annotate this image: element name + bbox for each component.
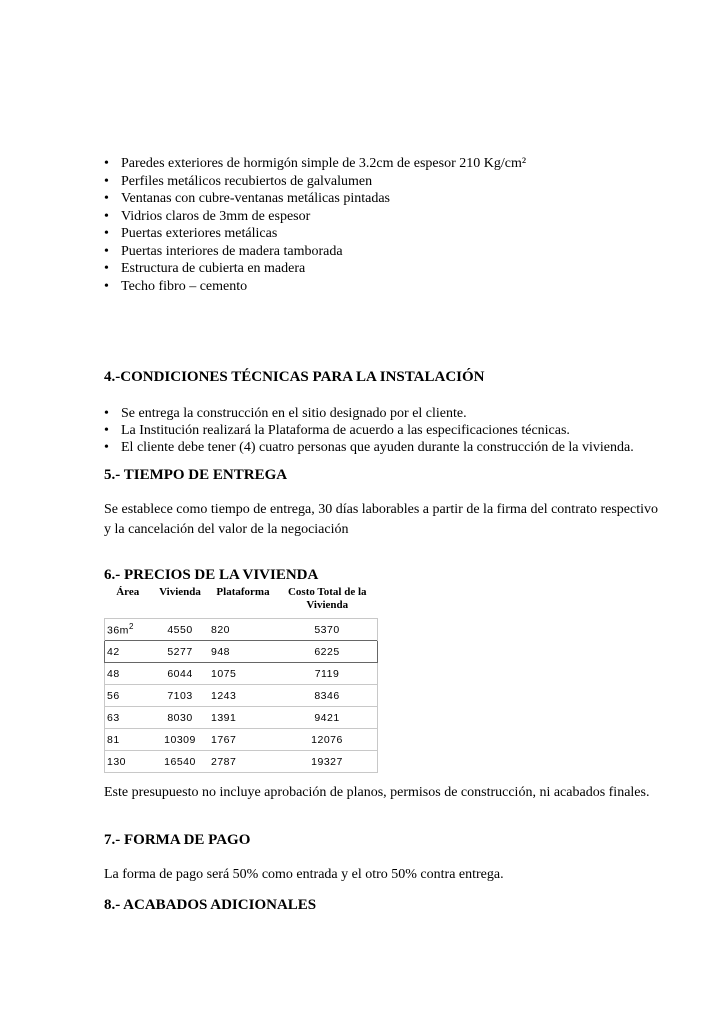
cell-costo-total: 8346	[277, 685, 378, 707]
table-row	[105, 729, 378, 751]
table-row	[105, 663, 378, 685]
cell-costo-total: 9421	[277, 707, 378, 729]
cell-costo-total: 6225	[277, 641, 378, 663]
list-item: • Paredes exteriores de hormigón simple de 3.2cm de espesor 210 Kg/cm²	[104, 155, 526, 173]
column-header-area: Área	[116, 586, 140, 598]
cell-vivienda: 5277	[151, 641, 209, 663]
cell-costo-total: 7119	[277, 663, 378, 685]
payment-paragraph: La forma de pago será 50% como entrada y el otro 50% contra entrega.	[104, 867, 504, 882]
section-7-heading: 7.- FORMA DE PAGO	[104, 832, 251, 848]
cell-vivienda: 10309	[151, 729, 209, 751]
cell-plataforma: 820	[209, 619, 277, 641]
cell-vivienda: 8030	[151, 707, 209, 729]
table-row	[105, 707, 378, 729]
table-row	[105, 685, 378, 707]
cell-area: 48	[105, 663, 152, 685]
cell-plataforma: 948	[209, 641, 277, 663]
cell-plataforma: 1243	[209, 685, 277, 707]
installation-conditions-list	[104, 405, 634, 456]
cell-plataforma: 2787	[209, 751, 277, 773]
table-row	[105, 751, 378, 773]
list-item: • Vidrios claros de 3mm de espesor	[104, 208, 526, 226]
materials-list	[104, 155, 526, 295]
cell-vivienda: 7103	[151, 685, 209, 707]
cell-costo-total: 19327	[277, 751, 378, 773]
list-item: • Perfiles metálicos recubiertos de galvalumen	[104, 173, 526, 191]
column-header-plataforma: Plataforma	[216, 586, 270, 598]
cell-plataforma: 1391	[209, 707, 277, 729]
budget-note-paragraph: Este presupuesto no incluye aprobación de planos, permisos de construcción, ni acabados finales.	[104, 785, 650, 800]
section-8-heading: 8.- ACABADOS ADICIONALES	[104, 897, 317, 913]
cell-area: 42	[105, 641, 152, 663]
list-item: • Puertas exteriores metálicas	[104, 225, 526, 243]
price-table	[104, 584, 378, 773]
list-item: • La Institución realizará la Plataforma de acuerdo a las especificaciones técnicas.	[104, 422, 634, 439]
cell-area: 63	[105, 707, 152, 729]
cell-costo-total: 5370	[277, 619, 378, 641]
list-item: • Estructura de cubierta en madera	[104, 260, 526, 278]
section-6-heading: 6.- PRECIOS DE LA VIVIENDA	[104, 567, 319, 583]
cell-area: 81	[105, 729, 152, 751]
cell-vivienda: 6044	[151, 663, 209, 685]
delivery-time-paragraph: Se establece como tiempo de entrega, 30 días laborables a partir de la firma del contrato respectivo y la cancelación del valor de la negociación	[104, 502, 658, 537]
list-item: • Ventanas con cubre-ventanas metálicas pintadas	[104, 190, 526, 208]
table-row	[105, 641, 378, 663]
cell-vivienda: 4550	[151, 619, 209, 641]
list-item: • Puertas interiores de madera tamborada	[104, 243, 526, 261]
cell-plataforma: 1767	[209, 729, 277, 751]
column-header-vivienda: Vivienda	[159, 586, 201, 598]
section-4-heading: 4.-CONDICIONES TÉCNICAS PARA LA INSTALACIÓN	[104, 369, 485, 385]
cell-plataforma: 1075	[209, 663, 277, 685]
cell-area: 56	[105, 685, 152, 707]
cell-costo-total: 12076	[277, 729, 378, 751]
table-row	[105, 619, 378, 641]
cell-vivienda: 16540	[151, 751, 209, 773]
column-header-costo-total: Costo Total de la Vivienda	[287, 586, 367, 611]
list-item: • Techo fibro – cemento	[104, 278, 526, 296]
list-item: • El cliente debe tener (4) cuatro personas que ayuden durante la construcción de la vivienda.	[104, 439, 634, 456]
section-5-heading: 5.- TIEMPO DE ENTREGA	[104, 467, 288, 483]
list-item: • Se entrega la construcción en el sitio designado por el cliente.	[104, 405, 634, 422]
cell-area: 130	[105, 751, 152, 773]
cell-area: $36m^2$	[105, 619, 152, 641]
